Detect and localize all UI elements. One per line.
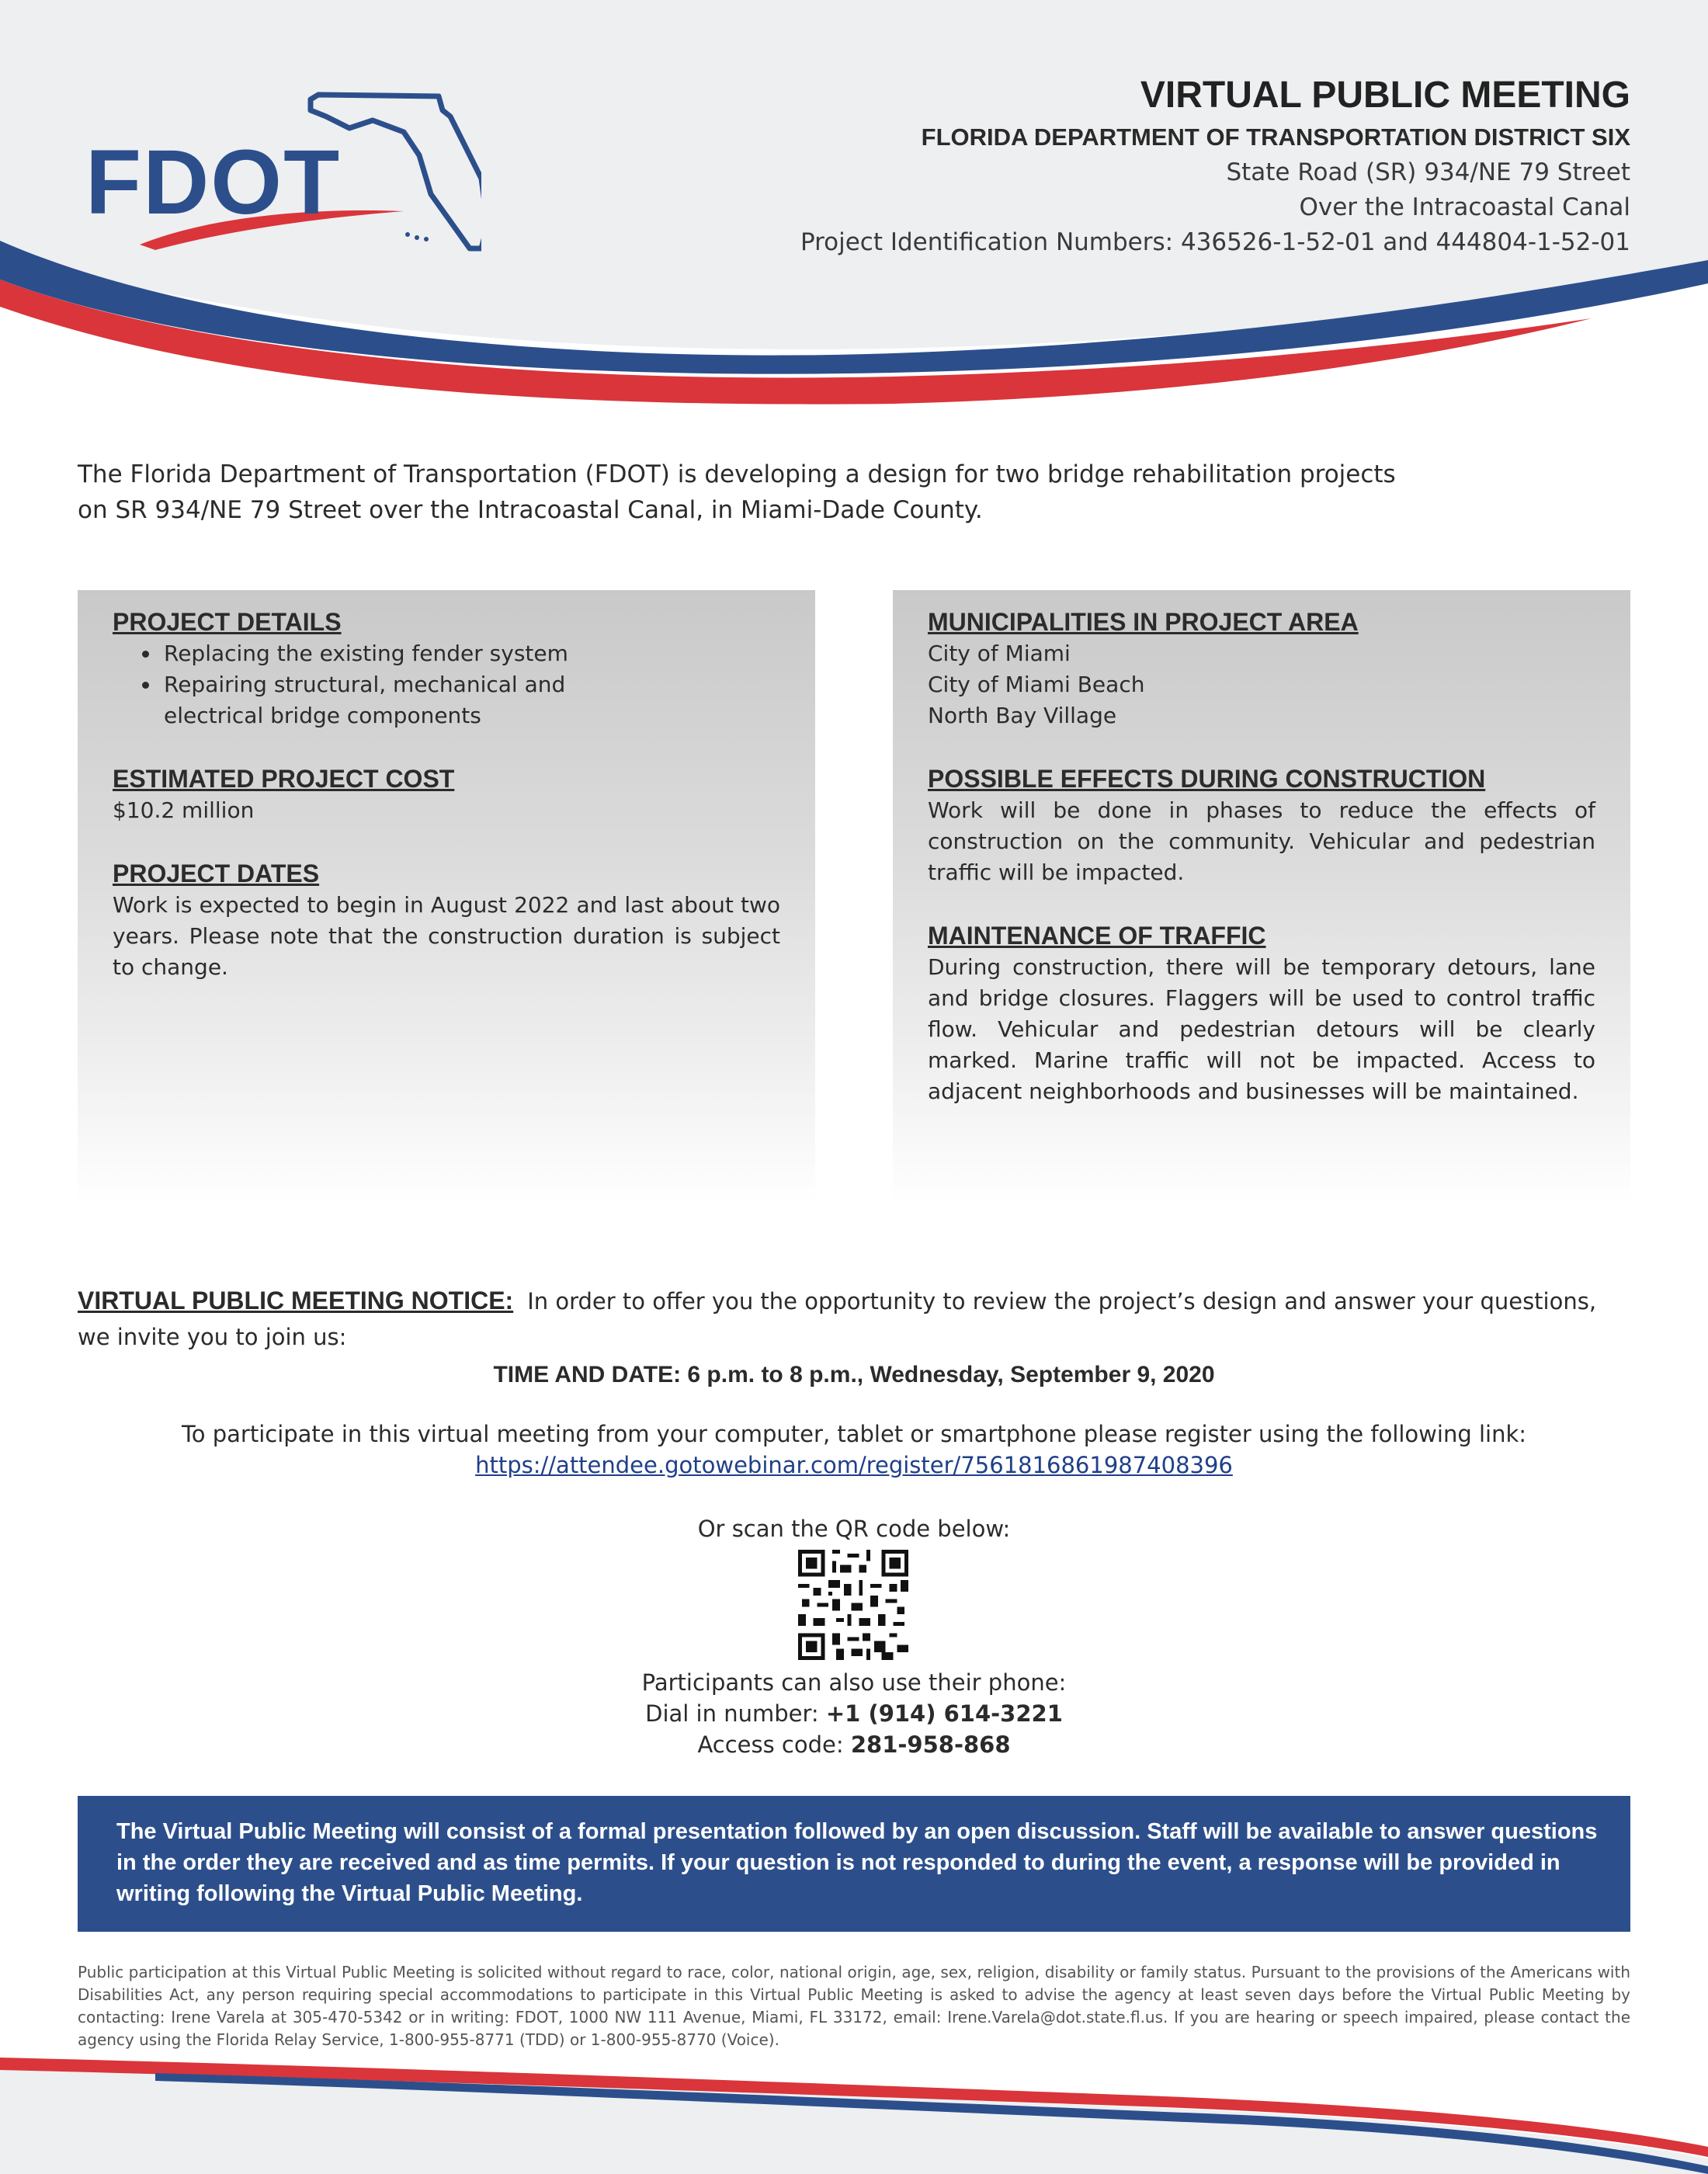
- qr-code: [798, 1550, 908, 1660]
- dates-text: Work is expected to begin in August 2022 and last about two years. Please note that the construction duration is subject to change.: [113, 892, 780, 980]
- municipality-item: North Bay Village: [928, 703, 1117, 728]
- phone-instructions: Participants can also use their phone:: [641, 1669, 1067, 1696]
- fdot-logo: [78, 85, 481, 264]
- header-project-ids: Project Identification Numbers: 436526-1-52-01 and 444804-1-52-01: [800, 228, 1630, 256]
- mot-text: During construction, there will be temporary detours, lane and bridge closures. Flaggers will be used to control traffic flow. Vehicular and pedestrian detours will be clearly marked. Marine traffic will not be impacted. Access to adjacent neighborhoods and businesses will be maintained.: [928, 954, 1595, 1104]
- meeting-format-text: The Virtual Public Meeting will consist of a formal presentation followed by an open discussion. Staff will be available to answer questions in the order they are received and as time permits. If your question is not responded to during the event, a response will be provided in writing following the Virtual Public Meeting.: [116, 1819, 1598, 1906]
- document-title: VIRTUAL PUBLIC MEETING: [1140, 75, 1630, 116]
- intro-paragraph: The Florida Department of Transportation (FDOT) is developing a design for two bridge rehabilitation projects on SR 934/NE 79 Street over the Intracoastal Canal, in Miami-Dade County.: [78, 460, 1396, 524]
- access-label: Access code:: [697, 1731, 851, 1758]
- effects-text: Work will be done in phases to reduce the effects of construction on the community. Vehicular and pedestrian traffic will be impacted.: [928, 797, 1595, 885]
- cost-value: $10.2 million: [113, 797, 255, 823]
- project-details-heading: PROJECT DETAILS: [113, 608, 342, 636]
- municipality-item: City of Miami: [928, 641, 1071, 666]
- svg-text:FDOT: FDOT: [85, 131, 342, 234]
- construction-info-panel: [893, 590, 1630, 1203]
- registration-link[interactable]: https://attendee.gotowebinar.com/register/7561816861987408396: [475, 1452, 1233, 1478]
- list-item: • Repairing structural, mechanical and electrical bridge components: [161, 669, 661, 731]
- project-details-list: [113, 638, 780, 731]
- time-and-date: TIME AND DATE: 6 p.m. to 8 p.m., Wednesday, September 9, 2020: [493, 1362, 1215, 1387]
- meeting-notice: [78, 1283, 1630, 1355]
- dial-label: Dial in number:: [645, 1700, 826, 1727]
- effects-heading: POSSIBLE EFFECTS DURING CONSTRUCTION: [928, 765, 1486, 793]
- header-road: State Road (SR) 934/NE 79 Street: [1226, 158, 1630, 186]
- municipalities-heading: MUNICIPALITIES IN PROJECT AREA: [928, 608, 1359, 636]
- list-item: • Replacing the existing fender system: [161, 638, 780, 669]
- notice-label: VIRTUAL PUBLIC MEETING NOTICE:: [78, 1287, 514, 1314]
- scan-instructions: Or scan the QR code below:: [697, 1516, 1011, 1542]
- dial-number: +1 (914) 614-3221: [825, 1700, 1063, 1727]
- disclaimer-text: Public participation at this Virtual Public Meeting is solicited without regard to race, color, national origin, age, sex, religion, disability or family status. Pursuant to the provisions of the Americans with Disabilities Act, any person requiring special accommodations to participate in this Virtual Public Meeting is asked to advise the agency at least seven days before the Virtual Public Meeting by contacting: Irene Varela at 305-470-5342 or in writing: FDOT, 1000 NW 111 Avenue, Miami, FL 33172, email: Irene.Varela@dot.state.fl.us. If you are hearing or speech impaired, please contact the agency using the Florida Relay Service, 1-800-955-8771 (TDD) or 1-800-955-8770 (Voice).: [78, 1963, 1630, 2049]
- notice-text: In order to offer you the opportunity to review the project’s design and answer your questions, we invite you to join us:: [78, 1288, 1597, 1350]
- dial-in: [78, 1697, 1630, 1730]
- dates-heading: PROJECT DATES: [113, 860, 320, 887]
- footer-swoosh: [0, 2050, 1708, 2174]
- header-location: Over the Intracoastal Canal: [1299, 193, 1630, 221]
- participate-instructions: To participate in this virtual meeting from your computer, tablet or smartphone please register using the following link:: [181, 1421, 1527, 1447]
- access-code-value: 281-958-868: [850, 1731, 1011, 1758]
- access-code: [78, 1728, 1630, 1761]
- cost-heading: ESTIMATED PROJECT COST: [113, 765, 455, 793]
- mot-heading: MAINTENANCE OF TRAFFIC: [928, 922, 1266, 950]
- municipality-item: City of Miami Beach: [928, 672, 1145, 697]
- header-text-block: [660, 71, 1630, 260]
- project-info-panel: [78, 590, 815, 1203]
- document-subtitle: FLORIDA DEPARTMENT OF TRANSPORTATION DISTRICT SIX: [921, 123, 1630, 151]
- meeting-format-box: [78, 1796, 1630, 1932]
